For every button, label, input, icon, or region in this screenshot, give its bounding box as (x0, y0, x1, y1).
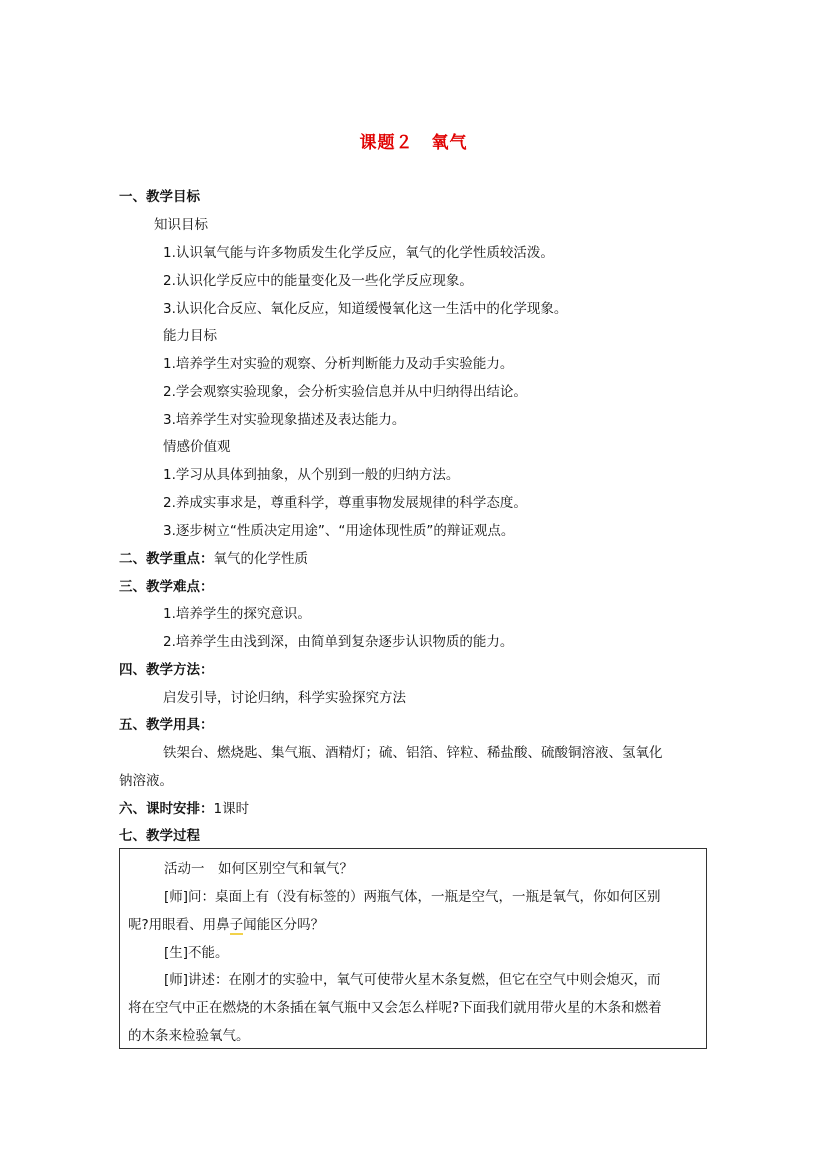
section-heading-schedule: 六、课时安排： (119, 801, 214, 817)
section-heading-difficulties: 三、教学难点： (119, 579, 214, 595)
materials-text-line1: 铁架台、燃烧匙、集气瓶、酒精灯；硫、铝箔、锌粒、稀盐酸、硫酸铜溶液、氢氧化 (163, 745, 663, 761)
list-item: 2.认识化学反应中的能量变化及一些化学反应现象。 (163, 273, 473, 289)
teacher-question-line1: [师]问：桌面上有（没有标签的）两瓶气体，一瓶是空气，一瓶是氧气，你如何区别 (164, 889, 661, 905)
teacher-talk-line2: 将在空气中正在燃烧的木条插在氧气瓶中又会怎么样呢?下面我们就用带火星的木条和燃着 (128, 1000, 662, 1016)
teacher-question-part-c: 闻能区分吗？ (243, 917, 325, 933)
methods-text: 启发引导，讨论归纳，科学实验探究方法 (163, 690, 406, 706)
list-item: 2.培养学生由浅到深，由简单到复杂逐步认识物质的能力。 (163, 634, 514, 650)
list-item: 1.培养学生对实验的观察、分析判断能力及动手实验能力。 (163, 356, 514, 372)
subheading-values: 情感价值观 (163, 439, 231, 455)
list-item: 3.逐步树立“性质决定用途”、“用途体现性质”的辩证观点。 (163, 523, 515, 539)
section-heading-process: 七、教学过程 (119, 828, 200, 844)
subheading-ability: 能力目标 (163, 328, 217, 344)
schedule-text: 1课时 (213, 801, 250, 817)
subheading-knowledge: 知识目标 (154, 217, 208, 233)
list-item: 1.认识氧气能与许多物质发生化学反应，氧气的化学性质较活泼。 (163, 245, 554, 261)
activity-title: 活动一 如何区别空气和氧气？ (164, 861, 353, 877)
page-title: 课题２ 氧气 (359, 133, 468, 153)
teacher-question-line2 (128, 915, 324, 935)
materials-text-line2: 钠溶液。 (119, 773, 173, 789)
student-answer: [生]不能。 (164, 945, 229, 961)
section-heading-objectives: 一、教学目标 (119, 189, 200, 205)
section-key-points (119, 549, 308, 569)
list-item: 3.认识化合反应、氧化反应，知道缓慢氧化这一生活中的化学现象。 (163, 301, 568, 317)
section-heading-materials: 五、教学用具： (119, 717, 214, 733)
list-item: 2.学会观察实验现象，会分析实验信息并从中归纳得出结论。 (163, 384, 527, 400)
list-item: 1.学习从具体到抽象，从个别到一般的归纳方法。 (163, 467, 460, 483)
teacher-talk-line1: [师]讲述：在刚才的实验中，氧气可使带火星木条复燃，但它在空气中则会熄灭，而 (164, 972, 661, 988)
teacher-question-part-a: 呢?用眼看、用鼻 (128, 917, 230, 933)
highlighted-char: 子 (229, 917, 244, 933)
process-box (119, 848, 707, 1049)
section-heading-methods: 四、教学方法： (119, 662, 214, 678)
section-schedule (119, 799, 249, 819)
list-item: 1.培养学生的探究意识。 (163, 606, 311, 622)
key-points-text: 氧气的化学性质 (213, 551, 308, 567)
list-item: 3.培养学生对实验现象描述及表达能力。 (163, 412, 406, 428)
teacher-talk-line3: 的木条来检验氧气。 (128, 1028, 250, 1044)
section-heading-key-points: 二、教学重点： (119, 551, 214, 567)
list-item: 2.养成实事求是，尊重科学，尊重事物发展规律的科学态度。 (163, 495, 527, 511)
